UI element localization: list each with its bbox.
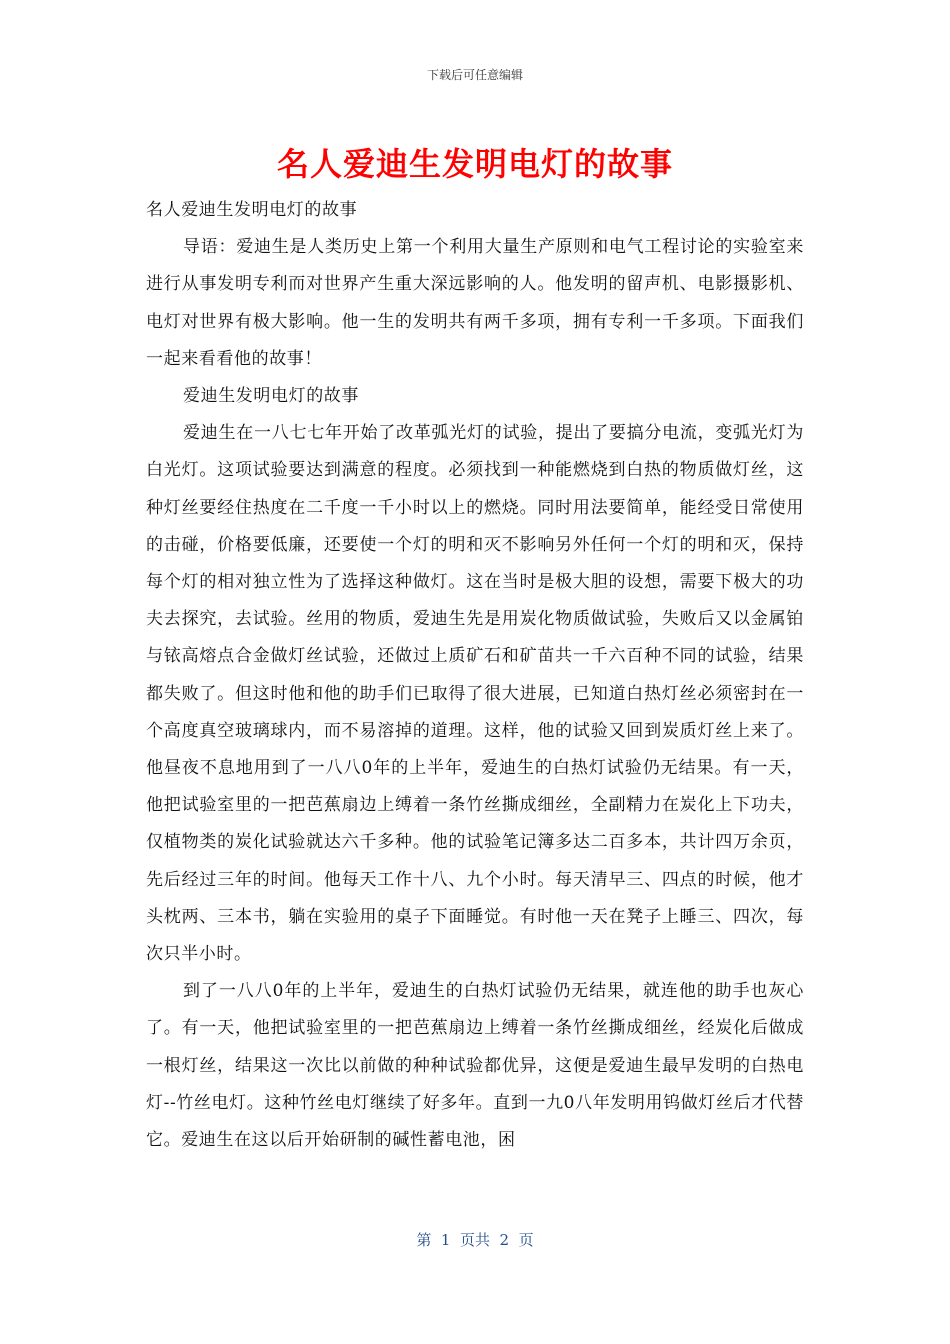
document-title: 名人爱迪生发明电灯的故事 [276,145,673,183]
intro-paragraph: 导语：爱迪生是人类历史上第一个利用大量生产原则和电气工程讨论的实验室来进行从事发明专利而对世界产生重大深远影响的人。他发明的留声机、电影摄影机、电灯对世界有极大影响。他一生的发明共有两千多项，拥有专利一千多项。下面我们一起来看看他的故事！ [146,237,804,369]
body-paragraph: 爱迪生在一八七七年开始了改革弧光灯的试验，提出了要搞分电流，变弧光灯为白光灯。这项试验要达到满意的程度。必须找到一种能燃烧到白热的物质做灯丝，这种灯丝要经住热度在二千度一千小时以上的燃烧。同时用法要简单，能经受日常使用的击碰，价格要低廉，还要使一个灯的明和灭不影响另外任何一个灯的明和灭，保持每个灯的相对独立性为了选择这种做灯。这在当时是极大胆的设想，需要下极大的功夫去探究，去试验。丝用的物质，爱迪生先是用炭化物质做试验，失败后又以金属铂与铱高熔点合金做灯丝试验，还做过上质矿石和矿苗共一千六百种不同的试验，结果都失败了。但这时他和他的助手们已取得了很大进展，已知道白热灯丝必须密封在一个高度真空玻璃球内，而不易溶掉的道理。这样，他的试验又回到炭质灯丝上来了。他昼夜不息地用到了一八八0年的上半年，爱迪生的白热灯试验仍无结果。有一天，他把试验室里的一把芭蕉扇边上缚着一条竹丝撕成细丝，全副精力在炭化上下功夫，仅植物类的炭化试验就达六千多种。他的试验笔记簿多达二百多本，共计四万余页，先后经过三年的时间。他每天工作十八、九个小时。每天清早三、四点的时候，他才头枕两、三本书，躺在实验用的桌子下面睡觉。有时他一天在凳子上睡三、四次，每次只半小时。 [146,423,804,965]
section-heading-paragraph: 爱迪生发明电灯的故事 [183,386,359,407]
page-footer-number: 第 1 页共 2 页 [416,1231,534,1249]
body-paragraph: 到了一八八0年的上半年，爱迪生的白热灯试验仍无结果，就连他的助手也灰心了。有一天，他把试验室里的一把芭蕉扇边上缚着一条竹丝撕成细丝，经炭化后做成一根灯丝，结果这一次比以前做的种种试验都优异，这便是爱迪生最早发明的白热电灯--竹丝电灯。这种竹丝电灯继续了好多年。直到一九0八年发明用钨做灯丝后才代替它。爱迪生在这以后开始研制的碱性蓄电池，困 [146,981,804,1151]
page-header-note: 下载后可任意编辑 [426,68,523,82]
document-body [146,192,804,1159]
subtitle-paragraph: 名人爱迪生发明电灯的故事 [146,200,358,220]
